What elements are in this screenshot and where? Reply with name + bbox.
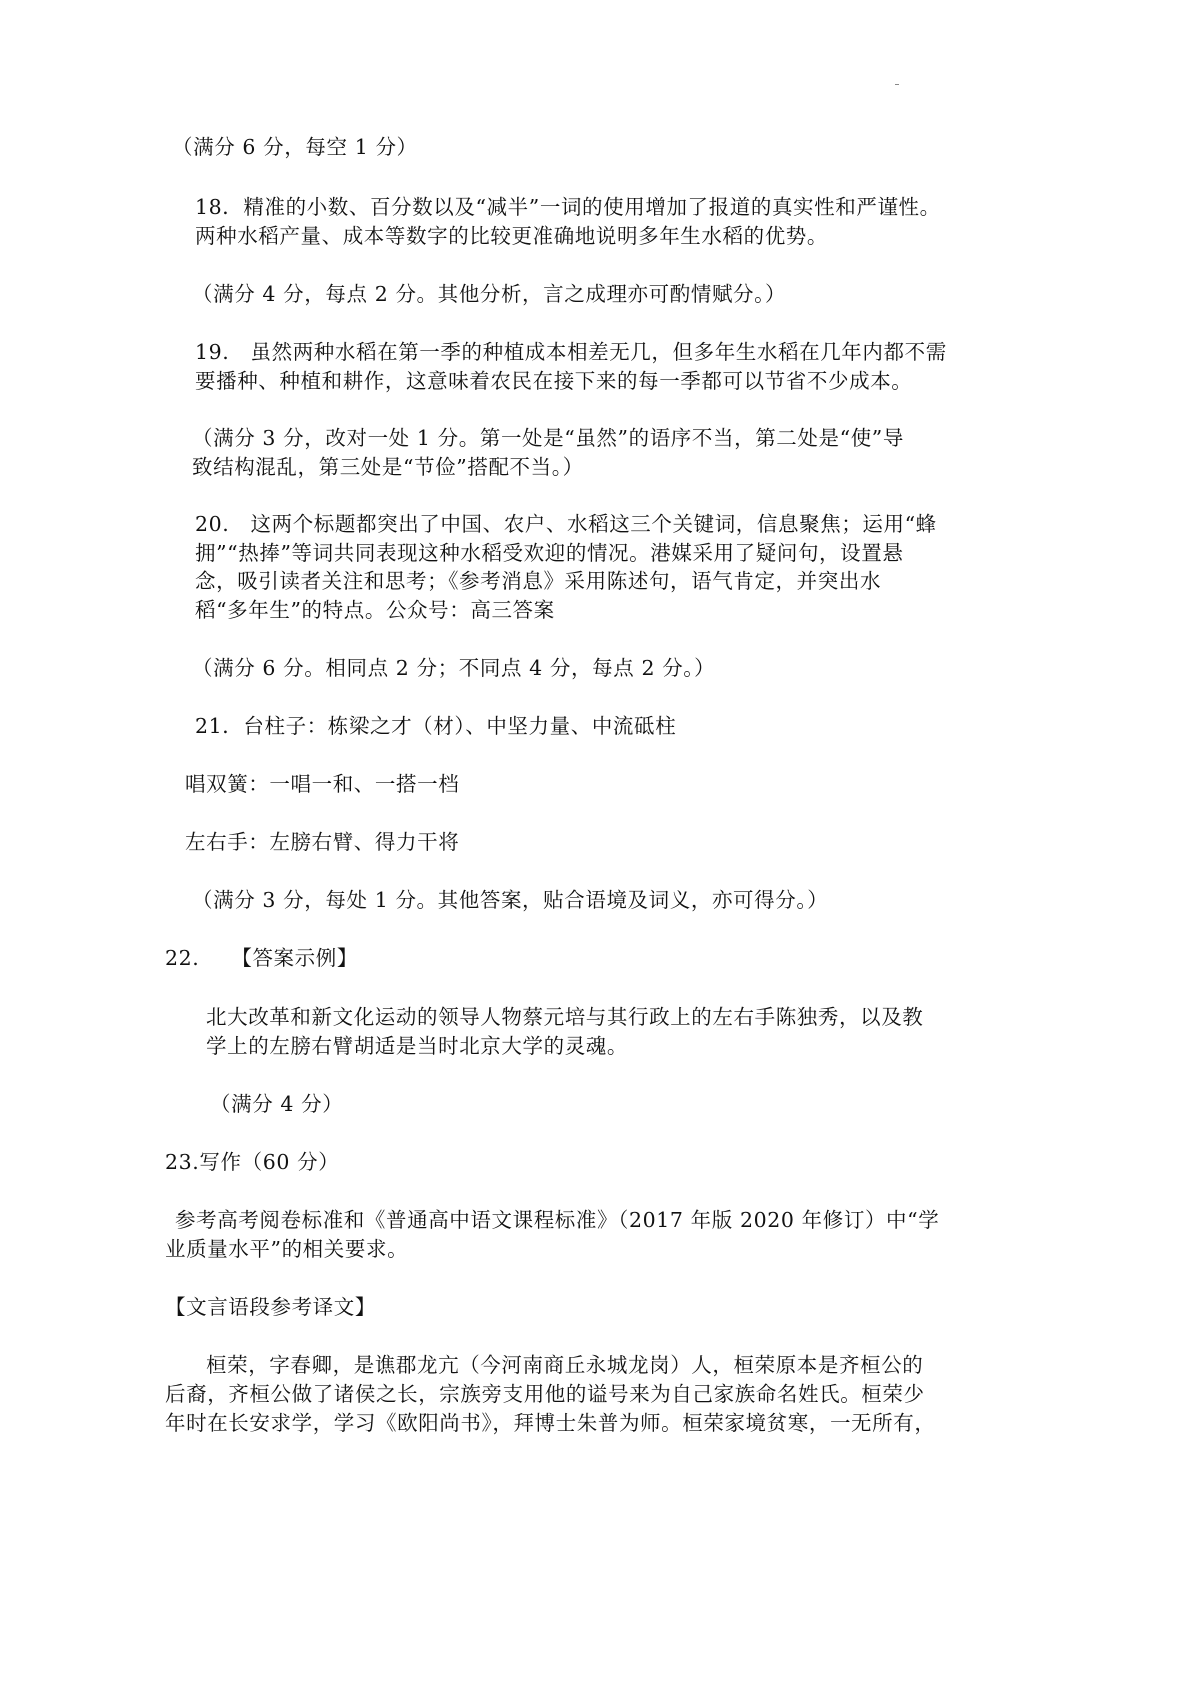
answer-20-line-3: 念，吸引读者关注和思考；《参考消息》采用陈述句，语气肯定，并突出水 xyxy=(195,569,882,593)
translation-heading: 【文言语段参考译文】 xyxy=(165,1295,376,1319)
answer-18-line-1: 18．精准的小数、百分数以及“减半”一词的使用增加了报道的真实性和严谨性。 xyxy=(195,195,941,219)
answer-20-line-2: 拥”“热捧”等词共同表现这种水稻受欢迎的情况。港媒采用了疑问句，设置悬 xyxy=(195,541,904,565)
answer-22-line-1: 北大改革和新文化运动的领导人物蔡元培与其行政上的左右手陈独秀，以及教 xyxy=(206,1005,924,1029)
translation-line-1: 桓荣，字春卿，是谯郡龙亢（今河南商丘永城龙岗）人，桓荣原本是齐桓公的 xyxy=(206,1353,924,1377)
page-mark xyxy=(895,84,899,85)
answer-19-line-1: 19. 虽然两种水稻在第一季的种植成本相差无几，但多年生水稻在几年内都不需 xyxy=(195,340,947,364)
answer-22-line-2: 学上的左膀右臂胡适是当时北京大学的灵魂。 xyxy=(206,1034,628,1058)
answer-20-line-4: 稻“多年生”的特点。公众号：高三答案 xyxy=(195,598,555,622)
answer-23-heading: 23.写作（60 分） xyxy=(165,1150,340,1174)
answer-23-line-2: 业质量水平”的相关要求。 xyxy=(165,1237,409,1261)
answer-21-line-1: 21．台柱子：栋梁之才（材）、中坚力量、中流砥柱 xyxy=(195,714,677,738)
score-note-19-line-1: （满分 3 分，改对一处 1 分。第一处是“虽然”的语序不当，第二处是“使”导 xyxy=(192,426,904,450)
score-note-18: （满分 4 分，每点 2 分。其他分析，言之成理亦可酌情赋分。） xyxy=(192,282,787,306)
translation-line-3: 年时在长安求学，学习《欧阳尚书》，拜博士朱普为师。桓荣家境贫寒，一无所有， xyxy=(165,1411,936,1435)
answer-21-line-2: 唱双簧：一唱一和、一搭一档 xyxy=(185,772,460,796)
answer-18-line-2: 两种水稻产量、成本等数字的比较更准确地说明多年生水稻的优势。 xyxy=(195,224,828,248)
score-note-19-line-2: 致结构混乱，第三处是“节俭”搭配不当。） xyxy=(192,455,584,479)
score-note-21: （满分 3 分，每处 1 分。其他答案，贴合语境及词义，亦可得分。） xyxy=(192,888,829,912)
score-note-17: （满分 6 分，每空 1 分） xyxy=(172,135,418,159)
translation-line-2: 后裔，齐桓公做了诸侯之长，宗族旁支用他的谥号来为自己家族命名姓氏。桓荣少 xyxy=(165,1382,925,1406)
answer-21-line-3: 左右手：左膀右臂、得力干将 xyxy=(185,830,460,854)
answer-23-line-1: 参考高考阅卷标准和《普通高中语文课程标准》（2017 年版 2020 年修订）中“学 xyxy=(175,1208,940,1232)
score-note-20: （满分 6 分。相同点 2 分；不同点 4 分，每点 2 分。） xyxy=(192,656,716,680)
answer-22-heading: 22. 【答案示例】 xyxy=(165,946,358,970)
answer-19-line-2: 要播种、种植和耕作，这意味着农民在接下来的每一季都可以节省不少成本。 xyxy=(195,369,913,393)
answer-20-line-1: 20. 这两个标题都突出了中国、农户、水稻这三个关键词，信息聚焦；运用“蜂 xyxy=(195,512,937,536)
score-note-22: （满分 4 分） xyxy=(210,1092,344,1116)
